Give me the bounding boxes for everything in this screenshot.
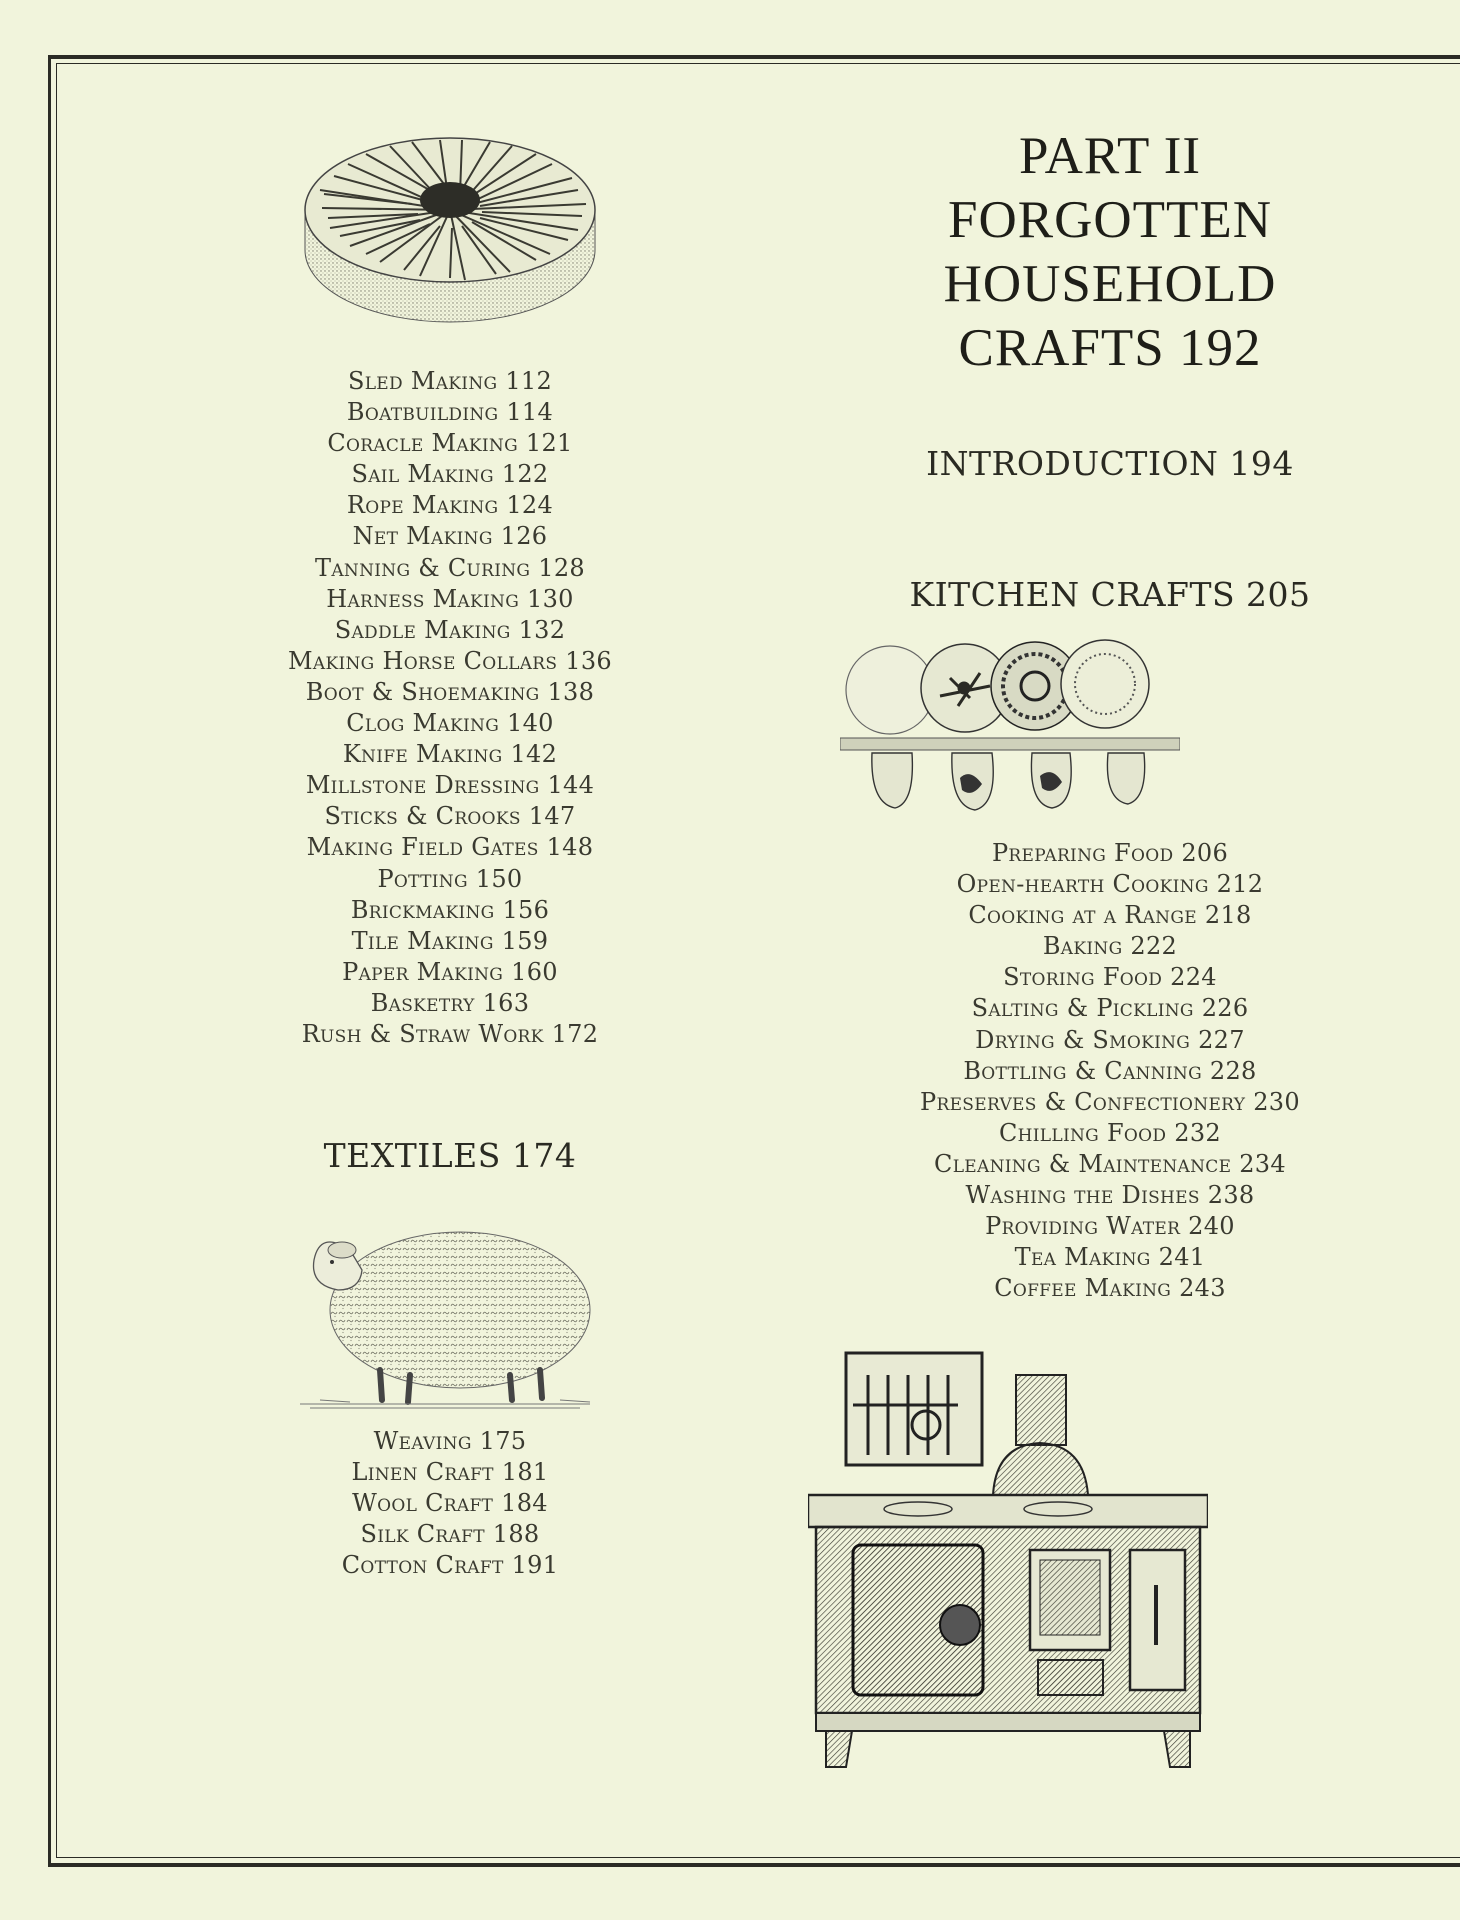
millstone-icon — [300, 130, 600, 345]
toc-entry[interactable]: Open-hearth Cooking 212 — [956, 870, 1264, 899]
introduction-heading[interactable]: INTRODUCTION 194 — [926, 444, 1294, 483]
toc-entry[interactable]: Baking 222 — [1042, 932, 1178, 961]
toc-entry[interactable]: Sail Making 122 — [351, 460, 549, 489]
toc-entry[interactable]: Rush & Straw Work 172 — [301, 1019, 599, 1048]
part-name-line: CRAFTS 192 — [958, 319, 1262, 377]
toc-entry[interactable]: Cleaning & Maintenance 234 — [934, 1149, 1286, 1178]
crafts-list — [270, 366, 630, 1050]
toc-entry[interactable]: Tanning & Curing 128 — [315, 553, 585, 582]
toc-entry[interactable]: Preserves & Confectionery 230 — [920, 1087, 1300, 1116]
toc-entry[interactable]: Rope Making 124 — [346, 491, 554, 520]
toc-entry[interactable]: Storing Food 224 — [1003, 963, 1217, 992]
toc-entry[interactable]: Tile Making 159 — [351, 926, 549, 955]
sheep-icon — [290, 1190, 600, 1420]
toc-entry[interactable]: Clog Making 140 — [346, 709, 554, 738]
toc-entry[interactable]: Providing Water 240 — [985, 1212, 1235, 1241]
toc-entry[interactable]: Saddle Making 132 — [334, 615, 566, 644]
toc-entry[interactable]: Tea Making 241 — [1014, 1243, 1206, 1272]
toc-entry[interactable]: Coffee Making 243 — [994, 1274, 1226, 1303]
toc-entry[interactable]: Washing the Dishes 238 — [965, 1181, 1255, 1210]
toc-entry[interactable]: Bottling & Canning 228 — [963, 1056, 1257, 1085]
toc-entry[interactable]: Cooking at a Range 218 — [968, 901, 1252, 930]
toc-entry[interactable]: Harness Making 130 — [326, 584, 574, 613]
part-number: PART II — [1018, 127, 1202, 185]
toc-entry[interactable]: Net Making 126 — [352, 522, 548, 551]
toc-entry[interactable]: Sticks & Crooks 147 — [324, 802, 576, 831]
toc-entry[interactable]: Making Horse Collars 136 — [288, 646, 612, 675]
toc-entry[interactable]: Sled Making 112 — [347, 367, 553, 395]
plates-and-cups-icon — [840, 638, 1180, 828]
toc-entry[interactable]: Making Field Gates 148 — [306, 833, 594, 862]
toc-entry[interactable]: Linen Craft 181 — [351, 1458, 549, 1487]
toc-entry[interactable]: Preparing Food 206 — [991, 839, 1229, 867]
textiles-list — [270, 1426, 630, 1581]
part-title — [800, 124, 1420, 380]
toc-entry[interactable]: Cotton Craft 191 — [341, 1551, 559, 1580]
kitchen-range-icon — [808, 1345, 1208, 1775]
toc-entry[interactable]: Boot & Shoemaking 138 — [305, 677, 595, 706]
toc-entry[interactable]: Brickmaking 156 — [350, 895, 550, 924]
toc-entry[interactable]: Paper Making 160 — [342, 957, 558, 986]
toc-entry[interactable]: Basketry 163 — [370, 988, 530, 1017]
toc-entry[interactable]: Drying & Smoking 227 — [975, 1025, 1245, 1054]
toc-entry[interactable]: Weaving 175 — [373, 1427, 527, 1455]
toc-entry[interactable]: Wool Craft 184 — [352, 1489, 548, 1518]
textiles-heading[interactable]: TEXTILES 174 — [323, 1136, 577, 1175]
toc-entry[interactable]: Salting & Pickling 226 — [971, 994, 1249, 1023]
toc-entry[interactable]: Millstone Dressing 144 — [305, 771, 595, 800]
toc-entry[interactable]: Coracle Making 121 — [327, 429, 573, 458]
toc-entry[interactable]: Chilling Food 232 — [999, 1118, 1221, 1147]
part-name-line: FORGOTTEN — [947, 191, 1273, 249]
part-name-line: HOUSEHOLD — [943, 255, 1277, 313]
kitchen-heading[interactable]: KITCHEN CRAFTS 205 — [909, 575, 1311, 614]
toc-entry[interactable]: Potting 150 — [377, 864, 523, 893]
toc-entry[interactable]: Boatbuilding 114 — [346, 398, 554, 427]
toc-entry[interactable]: Knife Making 142 — [342, 740, 558, 769]
toc-entry[interactable]: Silk Craft 188 — [360, 1520, 540, 1549]
kitchen-list — [800, 838, 1420, 1304]
